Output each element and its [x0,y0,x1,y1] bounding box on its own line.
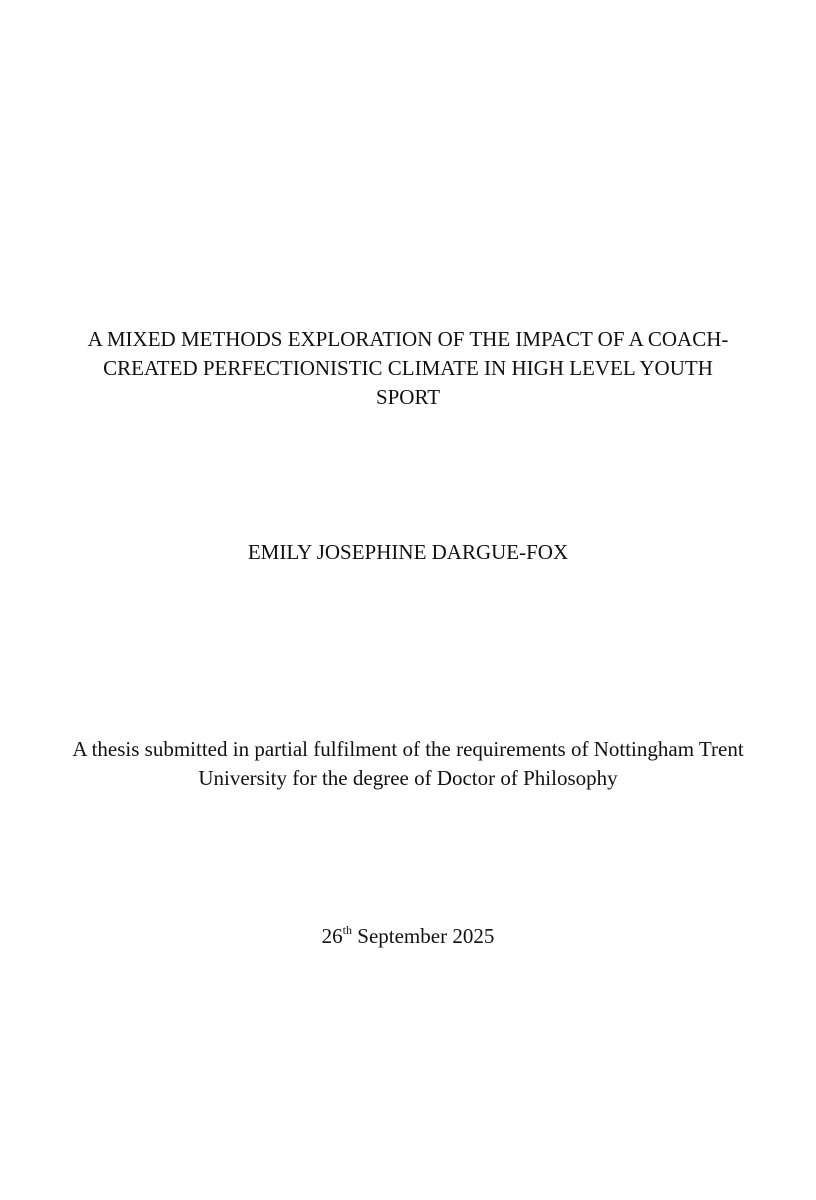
date-ordinal-suffix: th [342,923,353,937]
thesis-title-line-1: A MIXED METHODS EXPLORATION OF THE IMPACT OF A COACH- [87,327,729,351]
submission-date [60,922,756,951]
thesis-title [60,325,756,412]
thesis-title-line-2: CREATED PERFECTIONISTIC CLIMATE IN HIGH LEVEL YOUTH [103,356,713,380]
submission-statement-line-1: A thesis submitted in partial fulfilment of the requirements of Nottingham Trent [72,737,744,761]
date-month-year: September 2025 [352,924,495,948]
submission-statement-line-2: University for the degree of Doctor of Philosophy [198,766,618,790]
thesis-title-line-3: SPORT [375,385,441,409]
date-day: 26 [321,924,343,948]
author-name: EMILY JOSEPHINE DARGUE-FOX [247,540,569,564]
submission-statement [40,735,776,793]
